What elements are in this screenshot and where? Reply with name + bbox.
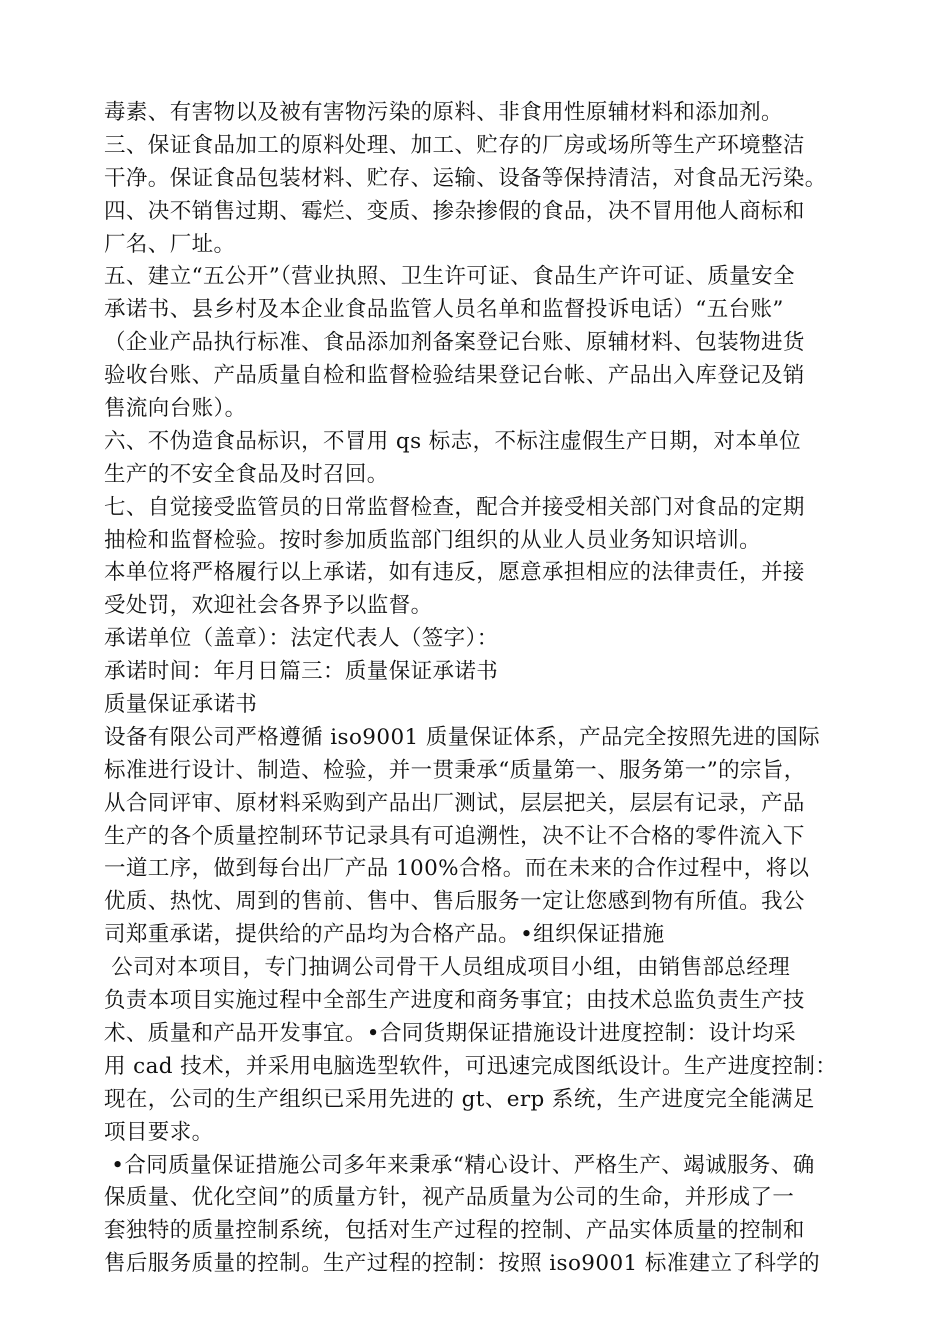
text-line: 套独特的质量控制系统，包括对生产过程的控制、产品实体质量的控制和 (104, 1218, 805, 1244)
text-line: 司郑重承诺，提供给的产品均为合格产品。•组织保证措施 (104, 922, 665, 948)
text-line: 售后服务质量的控制。生产过程的控制：按照 iso9001 标准建立了科学的 (104, 1251, 821, 1277)
text-line: 保质量、优化空间”的质量方针，视产品质量为公司的生命，并形成了一 (104, 1185, 795, 1211)
text-line: 验收台账、产品质量自检和监督检验结果登记台帐、产品出入库登记及销 (104, 363, 805, 389)
text-line: 厂名、厂址。 (104, 231, 236, 257)
text-line: 一道工序，做到每台出厂产品 100%合格。而在未来的合作过程中，将以 (104, 856, 810, 882)
text-line: 从合同评审、原材料采购到产品出厂测试，层层把关，层层有记录，产品 (104, 790, 805, 816)
text-line: 四、决不销售过期、霉烂、变质、掺杂掺假的食品，决不冒用他人商标和 (104, 198, 805, 224)
text-line: （企业产品执行标准、食品添加剂备案登记台账、原辅材料、包装物进货 (104, 330, 805, 356)
text-line: 设备有限公司严格遵循 iso9001 质量保证体系，产品完全按照先进的国际 (104, 724, 821, 750)
text-line: 七、自觉接受监管员的日常监督检查，配合并接受相关部门对食品的定期 (104, 494, 805, 520)
text-line: 售流向台账）。 (104, 396, 247, 422)
text-line: 三、保证食品加工的原料处理、加工、贮存的厂房或场所等生产环境整洁 (104, 132, 805, 158)
text-line: 承诺书、县乡村及本企业食品监管人员名单和监督投诉电话）“五台账” (104, 297, 784, 323)
text-line: 公司对本项目，专门抽调公司骨干人员组成项目小组，由销售部总经理 (104, 955, 791, 981)
text-line: 抽检和监督检验。按时参加质监部门组织的从业人员业务知识培训。 (104, 527, 762, 553)
text-line: 用 cad 技术，并采用电脑选型软件，可迅速完成图纸设计。生产进度控制： (104, 1053, 838, 1079)
text-line: 毒素、有害物以及被有害物污染的原料、非食用性原辅材料和添加剂。 (104, 100, 783, 125)
text-line: 本单位将严格履行以上承诺，如有违反，愿意承担相应的法律责任，并接 (104, 560, 805, 586)
text-line: 承诺时间：年月日篇三：质量保证承诺书 (104, 659, 499, 685)
text-line: 负责本项目实施过程中全部生产进度和商务事宜；由技术总监负责生产技 (104, 988, 805, 1014)
text-line: 现在，公司的生产组织已采用先进的 gt、erp 系统，生产进度完全能满足 (104, 1086, 815, 1112)
text-line: 项目要求。 (104, 1119, 214, 1145)
text-line: 受处罚，欢迎社会各界予以监督。 (104, 593, 433, 619)
text-line: 干净。保证食品包装材料、贮存、运输、设备等保持清洁，对食品无污染。 (104, 165, 827, 191)
text-line: 术、质量和产品开发事宜。•合同货期保证措施设计进度控制：设计均采 (104, 1020, 796, 1046)
section-title: 质量保证承诺书 (104, 692, 258, 718)
text-line: 标准进行设计、制造、检验，并一贯秉承“质量第一、服务第一”的宗旨， (104, 757, 806, 783)
text-line: 五、建立“五公开”（营业执照、卫生许可证、食品生产许可证、质量安全 (104, 264, 795, 290)
document-body (104, 97, 864, 1281)
text-line: •合同质量保证措施公司多年来秉承“精心设计、严格生产、竭诚服务、确 (104, 1152, 815, 1178)
text-line: 承诺单位（盖章）：法定代表人（签字）： (104, 626, 499, 652)
text-line: 生产的各个质量控制环节记录具有可追溯性，决不让不合格的零件流入下 (104, 823, 805, 849)
text-line: 六、不伪造食品标识，不冒用 qs 标志，不标注虚假生产日期，对本单位 (104, 428, 802, 454)
text-line: 生产的不安全食品及时召回。 (104, 461, 389, 487)
text-line: 优质、热忱、周到的售前、售中、售后服务一定让您感到物有所值。我公 (104, 889, 805, 915)
